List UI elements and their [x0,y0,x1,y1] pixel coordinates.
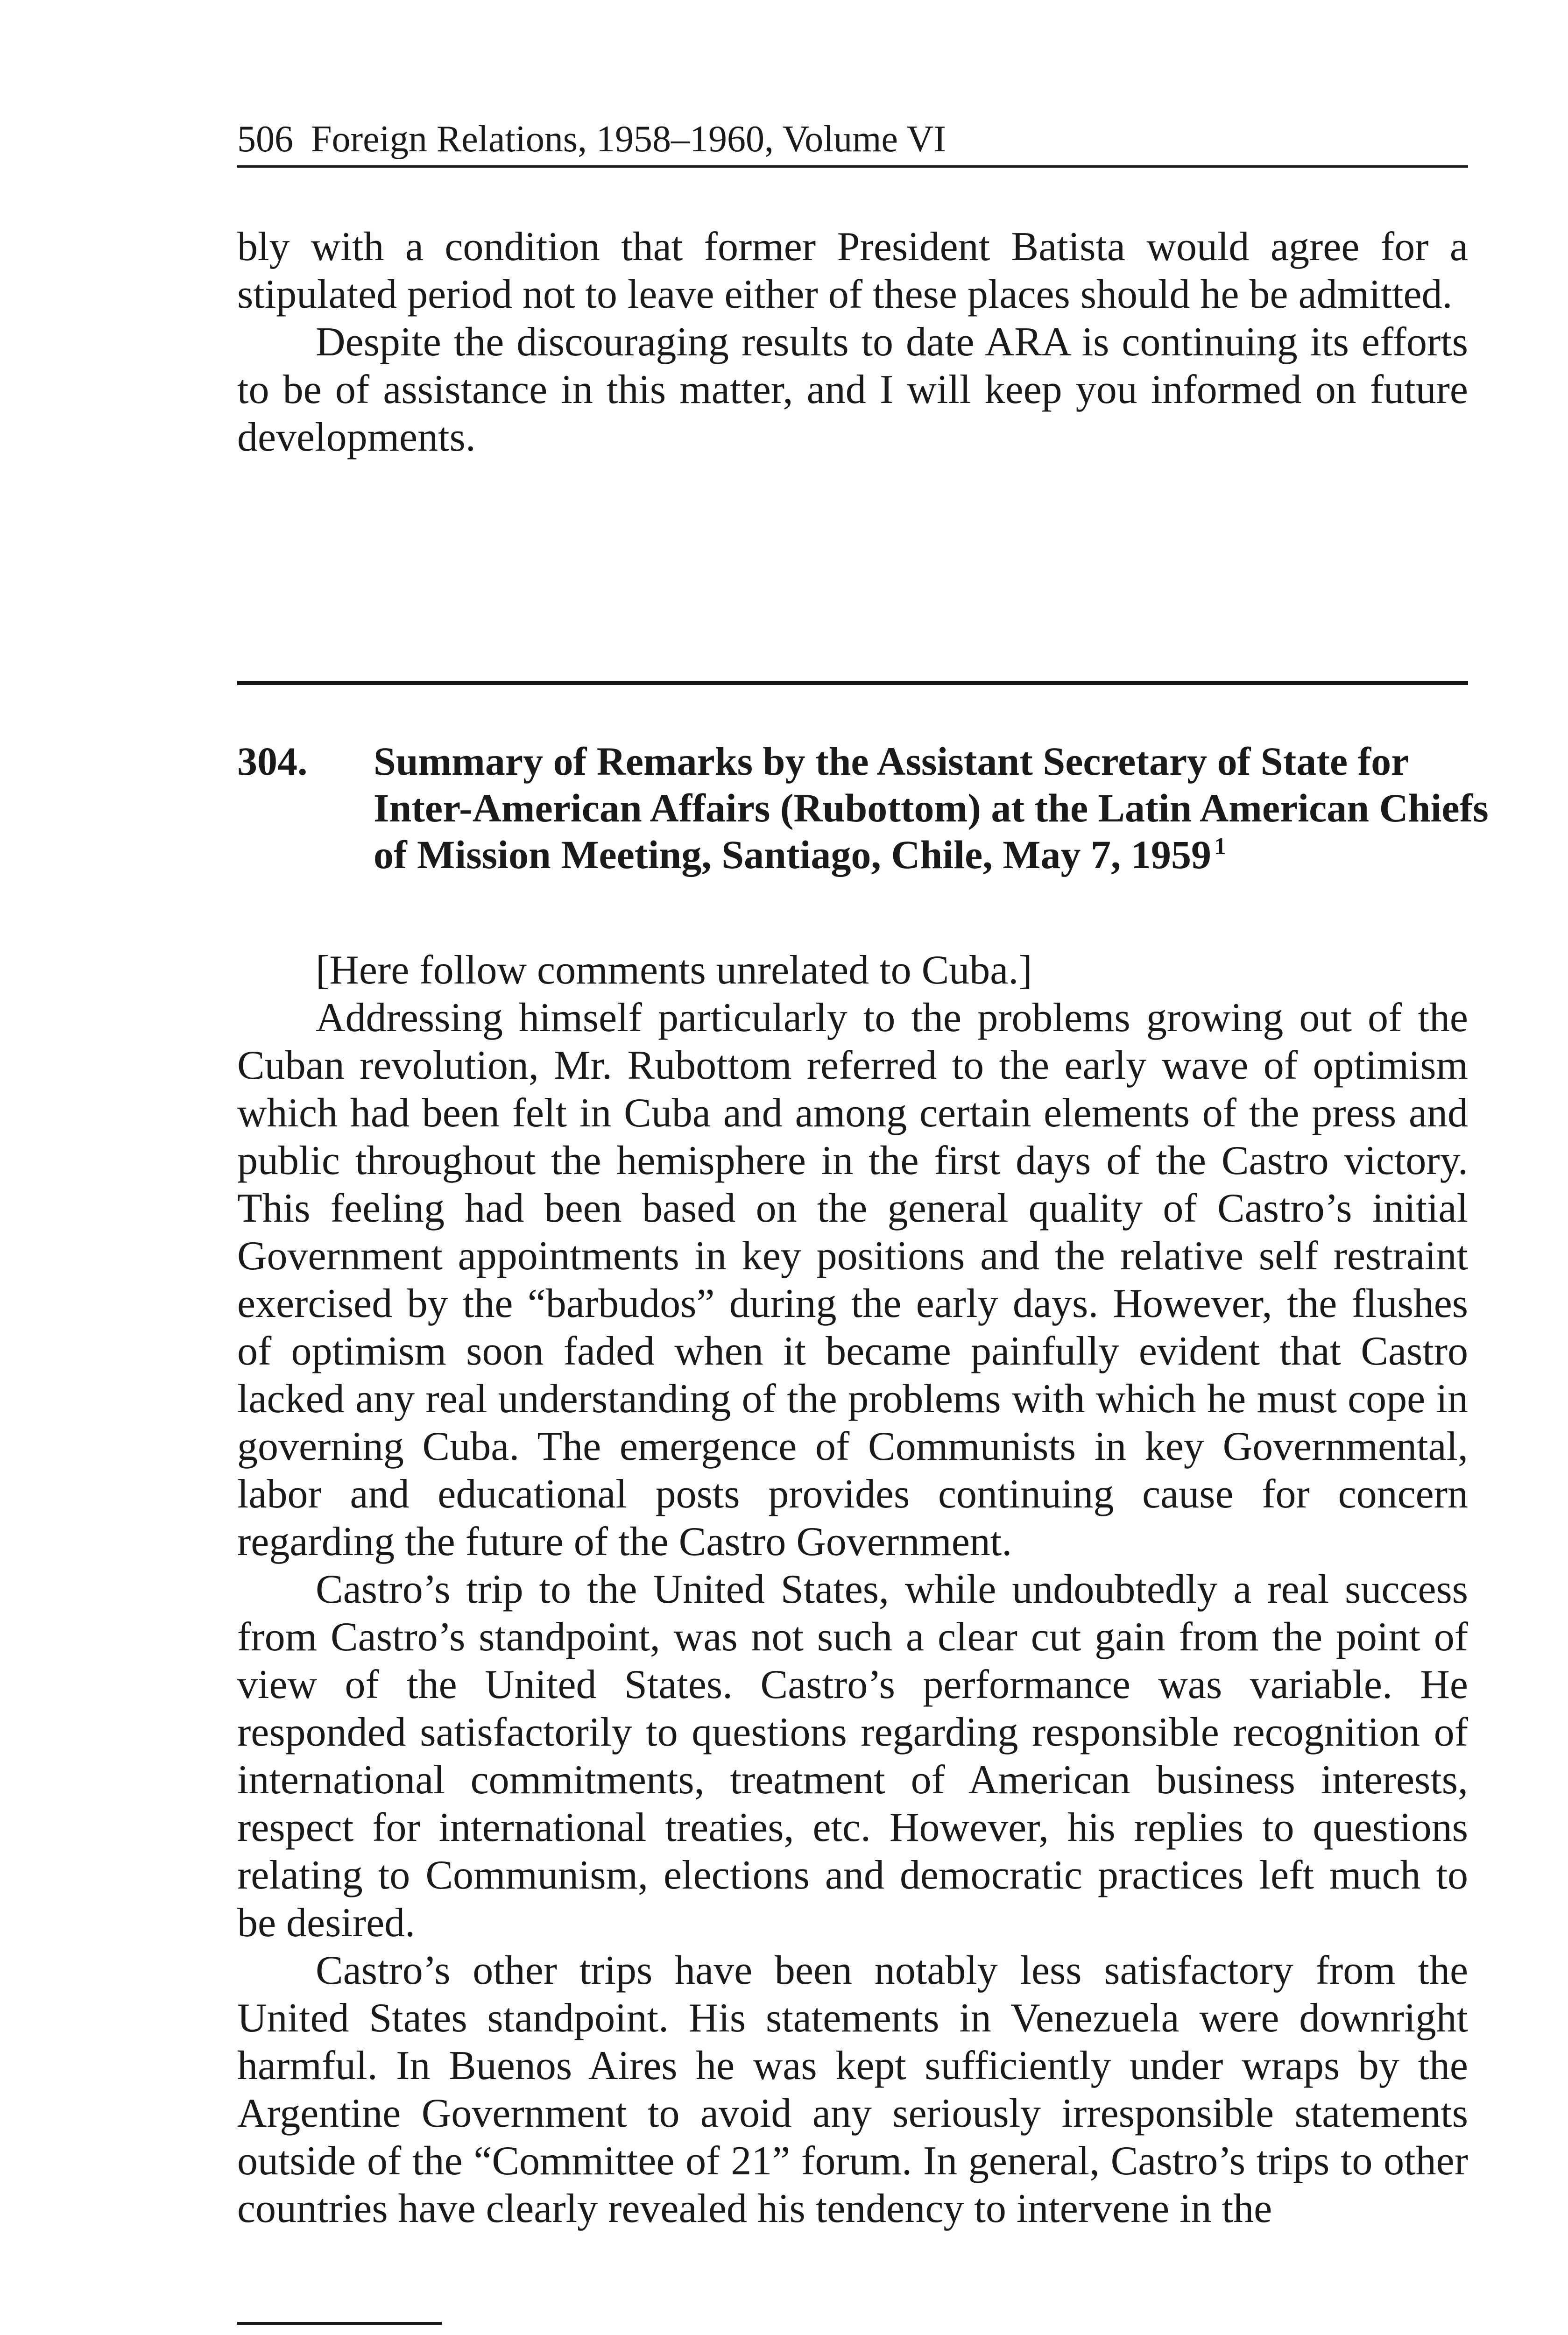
editorial-note: [Here follow comments unrelated to Cuba.] [316,948,1032,993]
volume-title: Foreign Relations, 1958–1960, Volume VI [311,119,946,160]
document-number: 304. [237,739,308,784]
body-paragraph: Castro’s trip to the United States, while undoubtedly a real success from Castro’s standpoint, was not such a clear cut gain from the point of view of the United States. Castro’s performance was variable. He responded satisfactorily to questions regarding responsible recognition of international commitments, treatment of American business interests, respect for international treaties, etc. However, his replies to questions relating to Communism, elections and democratic practices left much to be desired. [237,1567,1468,1946]
document-title-block [374,738,1498,878]
footnote-reference: 1 [1214,833,1226,860]
page-number: 506 [237,119,293,160]
intro-paragraph: Despite the discouraging results to date ARA is continuing its efforts to be of assistance in this matter, and I will keep you informed on future developments. [237,319,1468,460]
document-title: Summary of Remarks by the Assistant Secretary of State for Inter-American Affairs (Rubottom) at the Latin American Chiefs of Mission Meeting, Santiago, Chile, May 7, 1959 [374,739,1489,877]
intro-text [237,223,1468,461]
body-paragraph: Castro’s other trips have been notably less satisfactory from the United States standpoint. His statements in Venezuela were downright harmful. In Buenos Aires he was kept sufficiently under wraps by the Argentine Government to avoid any seriously irresponsible statements outside of the “Committee of 21” forum. In general, Castro’s trips to other countries have clearly revealed his tendency to intervene in the [237,1948,1468,2231]
document-heading [237,738,1498,878]
section-divider [237,681,1468,685]
footnote-divider [237,2322,442,2325]
body-paragraph: Addressing himself particularly to the problems growing out of the Cuban revolution, Mr. Rubottom referred to the early wave of optimism which had been felt in Cuba and among certain elements of the press and public throughout the hemisphere in the first days of the Castro victory. This feeling had been based on the general quality of Castro’s initial Government appointments in key positions and the relative self restraint exercised by the “barbudos” during the early days. However, the flushes of optimism soon faded when it became painfully evident that Castro lacked any real understanding of the problems with which he must cope in governing Cuba. The emergence of Communists in key Governmental, labor and educational posts provides continuing cause for concern regarding the future of the Castro Government. [237,995,1468,1564]
intro-paragraph-continuation: bly with a condition that former President Batista would agree for a stipulated period not to leave either of these places should he be admitted. [237,224,1468,317]
running-head [237,116,1468,168]
document-body [237,947,1468,2233]
